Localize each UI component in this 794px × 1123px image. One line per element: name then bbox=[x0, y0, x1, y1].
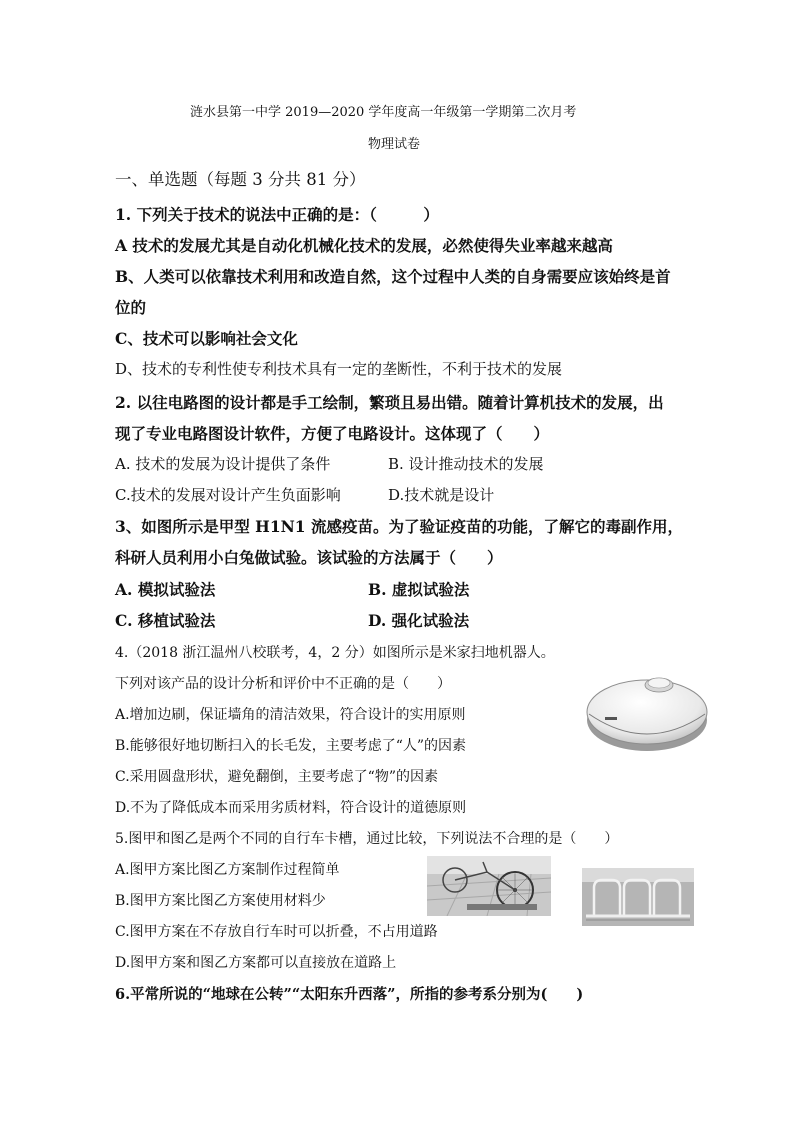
question-4-stem-1: 4.（2018 浙江温州八校联考，4，2 分）如图所示是米家扫地机器人。 bbox=[115, 645, 555, 661]
question-3-option-c: C. 移植试验法 bbox=[115, 611, 216, 630]
section-title: 一、单选题（每题 3 分共 81 分） bbox=[115, 170, 366, 189]
question-2-option-d: D.技术就是设计 bbox=[388, 486, 495, 504]
question-5-stem: 5.图甲和图乙是两个不同的自行车卡槽，通过比较，下列说法不合理的是（ ） bbox=[115, 831, 619, 847]
question-4-option-d: D.不为了降低成本而采用劣质材料，符合设计的道德原则 bbox=[115, 800, 467, 816]
bike-rack-photo-b bbox=[582, 868, 694, 926]
question-4-option-b: B.能够很好地切断扫入的长毛发，主要考虑了“人”的因素 bbox=[115, 738, 467, 754]
question-4-option-a: A.增加边刷，保证墙角的清洁效果，符合设计的实用原则 bbox=[115, 707, 466, 723]
question-1-option-b: B、人类可以依靠技术利用和改造自然，这个过程中人类的自身需要应该始终是首 bbox=[115, 267, 671, 286]
question-5-option-c: C.图甲方案在不存放自行车时可以折叠，不占用道路 bbox=[115, 924, 438, 940]
question-4-option-c: C.采用圆盘形状，避免翻倒，主要考虑了“物”的因素 bbox=[115, 769, 438, 785]
question-1-option-d: D、技术的专利性使专利技术具有一定的垄断性，不利于技术的发展 bbox=[115, 360, 563, 378]
question-2-stem-2: 现了专业电路图设计软件，方便了电路设计。这体现了（ ） bbox=[115, 424, 550, 443]
question-5-option-b: B.图甲方案比图乙方案使用材料少 bbox=[115, 893, 326, 909]
question-2-stem-1: 2. 以往电路图的设计都是手工绘制，繁琐且易出错。随着计算机技术的发展，出 bbox=[115, 393, 664, 412]
subject-title: 物理试卷 bbox=[368, 137, 421, 152]
question-3-stem-2: 科研人员利用小白兔做试验。该试验的方法属于（ ） bbox=[115, 548, 503, 567]
question-3-option-a: A. 模拟试验法 bbox=[115, 580, 216, 599]
question-1-stem: 1. 下列关于技术的说法中正确的是：（ ） bbox=[115, 205, 439, 224]
question-1-option-b-cont: 位的 bbox=[115, 298, 147, 317]
question-1-option-a: A 技术的发展尤其是自动化机械化技术的发展，必然使得失业率越来越高 bbox=[115, 236, 613, 255]
question-2-option-b: B. 设计推动技术的发展 bbox=[388, 455, 544, 473]
robot-vacuum-image bbox=[583, 662, 711, 756]
question-5-option-d: D.图甲方案和图乙方案都可以直接放在道路上 bbox=[115, 955, 397, 971]
question-2-option-a: A. 技术的发展为设计提供了条件 bbox=[115, 455, 331, 473]
exam-title: 涟水县第一中学 2019—2020 学年度高一年级第一学期第二次月考 bbox=[190, 105, 577, 120]
question-3-option-d: D. 强化试验法 bbox=[368, 611, 470, 630]
question-5-option-a: A.图甲方案比图乙方案制作过程简单 bbox=[115, 862, 340, 878]
question-4-stem-2: 下列对该产品的设计分析和评价中不正确的是（ ） bbox=[115, 676, 451, 692]
question-3-option-b: B. 虚拟试验法 bbox=[368, 580, 470, 599]
bike-rack-photo-a bbox=[427, 856, 551, 916]
question-3-stem-1: 3、如图所示是甲型 H1N1 流感疫苗。为了验证疫苗的功能，了解它的毒副作用， bbox=[115, 517, 683, 536]
question-2-option-c: C.技术的发展对设计产生负面影响 bbox=[115, 486, 341, 504]
question-1-option-c: C、技术可以影响社会文化 bbox=[115, 329, 298, 348]
question-6-stem: 6.平常所说的“地球在公转”“太阳东升西落”，所指的参考系分别为( ) bbox=[115, 986, 584, 1003]
